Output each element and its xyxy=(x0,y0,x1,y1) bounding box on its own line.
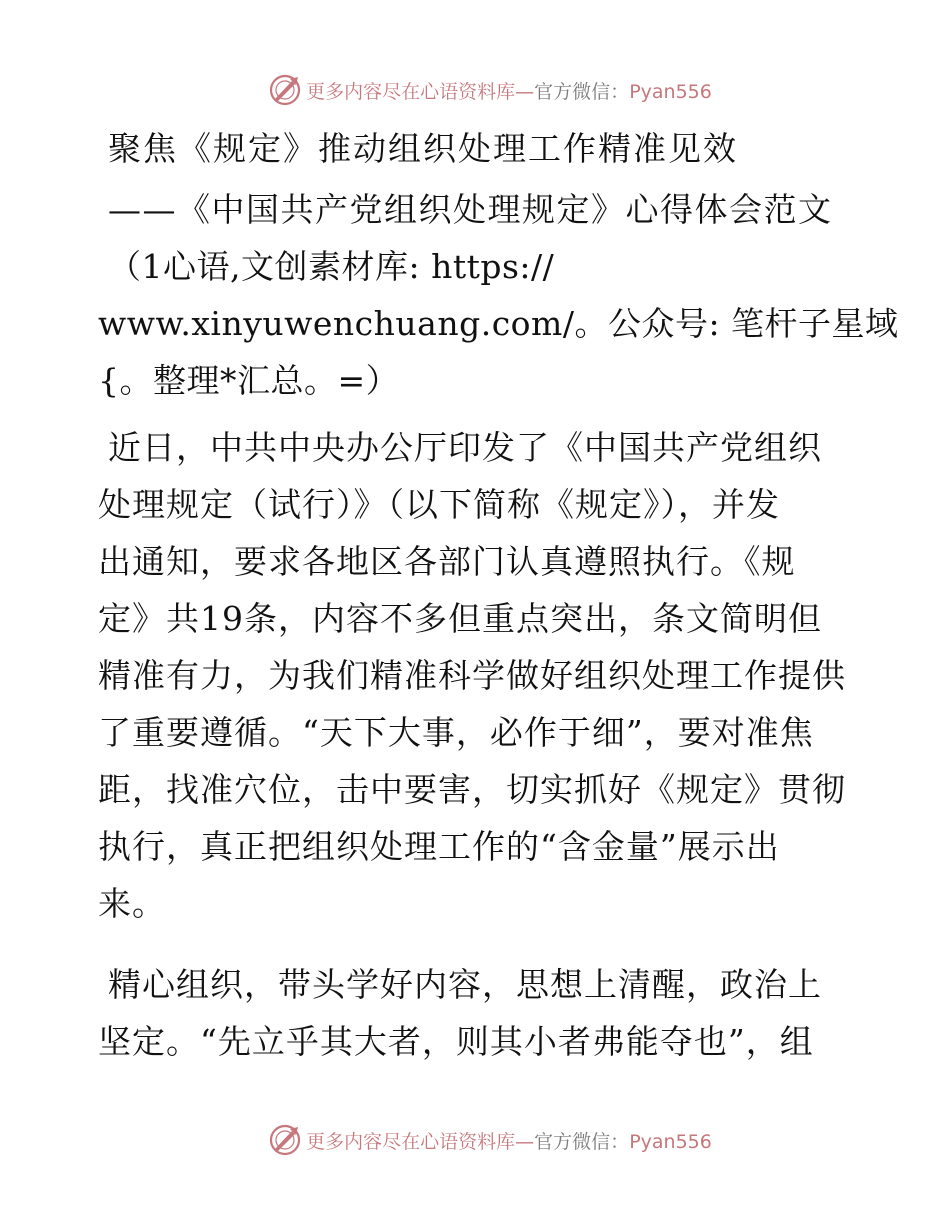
paragraph-line: 定》共19条，内容不多但重点突出，条文简明但 xyxy=(98,599,822,638)
banner-main-text: 更多内容尽在心语资料库 xyxy=(306,80,516,103)
paragraph-line: 近日，中共中央办公厅印发了《中国共产党组织 xyxy=(108,428,822,467)
banner-dash: — xyxy=(515,80,535,103)
quill-seal-icon xyxy=(268,73,302,107)
banner-text xyxy=(306,77,712,104)
paragraph-line: 来。 xyxy=(98,884,166,923)
paragraph-line: 出通知，要求各地区各部门认真遵照执行。《规 xyxy=(98,542,796,581)
footer-banner xyxy=(0,1120,950,1160)
page-subtitle: ——《中国共产党组织处理规定》心得体会范文 xyxy=(108,190,833,229)
paragraph-line: 精心组织，带头学好内容，思想上清醒，政治上 xyxy=(108,965,822,1004)
document-body xyxy=(98,120,899,1070)
source-line: {。整理*汇总。=） xyxy=(98,361,400,400)
paragraph-line: 了重要遵循。“天下大事，必作于细”，要对准焦 xyxy=(98,713,814,752)
quill-seal-icon xyxy=(268,1123,302,1157)
header-banner xyxy=(0,70,950,110)
paragraph-line: 执行，真正把组织处理工作的“含金量”展示出 xyxy=(98,827,780,866)
banner-text xyxy=(306,1127,712,1154)
banner-dash: — xyxy=(515,1130,535,1153)
page-title: 聚焦《规定》推动组织处理工作精准见效 xyxy=(108,129,738,168)
banner-official-label: 官方微信： xyxy=(534,1130,630,1153)
paragraph-1 xyxy=(98,419,858,932)
paragraph-line: 坚定。“先立乎其大者，则其小者弗能夺也”，组 xyxy=(98,1022,814,1061)
source-line: www.xinyuwenchuang.com/。公众号: 笔杆子星域 xyxy=(98,304,899,343)
source-line: （1心语,文创素材库: https:// xyxy=(108,247,555,286)
banner-official-label: 官方微信： xyxy=(534,80,630,103)
banner-main-text: 更多内容尽在心语资料库 xyxy=(306,1130,516,1153)
banner-wechat-id: Pyan556 xyxy=(629,80,712,103)
banner-wechat-id: Pyan556 xyxy=(629,1130,712,1153)
paragraph-line: 处理规定（试行）》（以下简称《规定》），并发 xyxy=(98,485,780,524)
paragraph-line: 距，找准穴位，击中要害，切实抓好《规定》贯彻 xyxy=(98,770,846,809)
source-note xyxy=(98,238,899,409)
paragraph-2 xyxy=(98,956,858,1070)
paragraph-line: 精准有力，为我们精准科学做好组织处理工作提供 xyxy=(98,656,846,695)
